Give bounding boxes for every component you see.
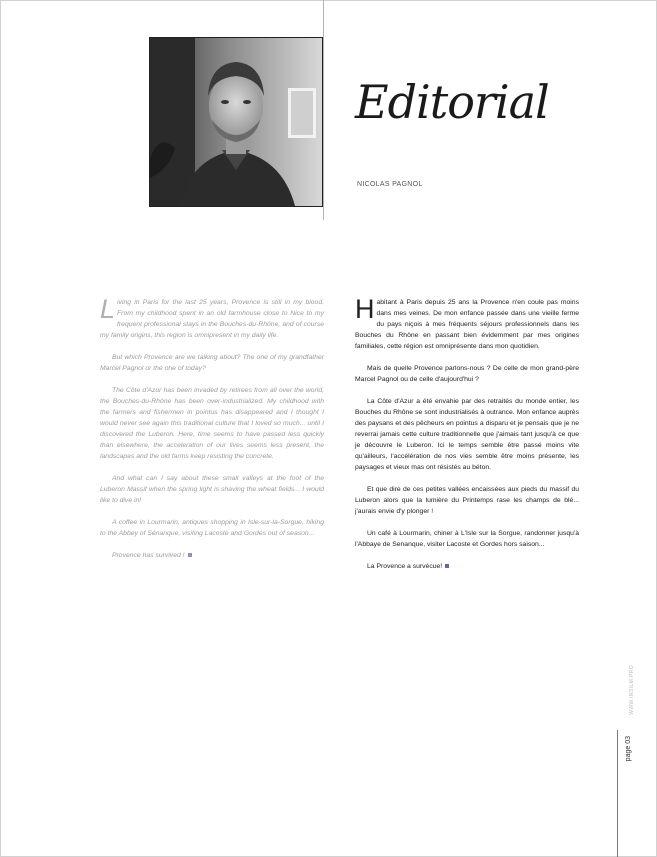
french-paragraph-3: La Côte d'Azur a été envahie par des retraités du monde entier, les Bouches du Rhône se sont industrialisés à outrance. Mon enfance auprès des paysans et des pêcheurs en pointus a disparu et je pensais que je ne reverrai jamais cette culture traditionnelle que j'aimais tant jusqu'à ce que je découvre le Luberon. Ici le temps semble être passé moins vite qu'ailleurs, l'accélération de nos vies semble être moins présente, les paysages et vieux mas ont résistés au béton. [355,398,579,471]
english-column [100,294,324,572]
side-rule [617,730,618,857]
english-paragraph-3: The Côte d'Azur has been invaded by retirees from all over the world, the Bouches-du-Rhône has been over-industrialized. My childhood with the farmers and fishermen in pointus has disappeared and I thought I would never see again this traditional culture that I loved so much... until I discovered the Luberon. Here, time seems to have passed less quickly than elsewhere, the acceleration of our lives seems less present, the landscapes and the old farms keep resisting the concrete. [100,387,324,460]
vertical-divider [323,0,324,220]
english-paragraph-1: Living in Paris for the last 25 years, Provence is still in my blood. From my childhood spent in an old farmhouse close to Nice to my frequent professional stays in the Bouches-du-Rhône, and of course my family origins, this region is omnipresent in my daily life. [100,294,324,339]
english-paragraph-5: A coffee in Lourmarin, antiques shopping in Isle-sur-la-Sorgue, hiking to the Abbey of Sénanque, visiting Lacoste and Gordes out of season... [100,519,324,537]
author-name: NICOLAS PAGNOL [357,181,423,188]
end-mark-icon [188,553,192,557]
page-number: page 03 [625,736,632,762]
french-paragraph-2: Mais de quelle Provence parlons-nous ? De celle de mon grand-père Marcel Pagnol ou de celle d'aujourd'hui ? [355,365,579,383]
french-paragraph-5: Un café à Lourmarin, chiner à L'Isle sur la Sorgue, randonner jusqu'à l'Abbaye de Senanque, visiter Lacoste et Gordes hors saison... [355,530,579,548]
french-column [355,294,579,583]
website-url: WWW.INSILM.PRO [629,665,635,715]
french-paragraph-1: Habitant à Paris depuis 25 ans la Provence n'en coule pas moins dans mes veines. De mon enfance passée dans une vieille ferme du pays niçois à mes fréquents séjours professionnels dans les Bouches du Rhône en passant bien évidemment par mes origines familiales, cette région est omniprésente dans mon quotidien. [355,294,579,350]
english-paragraph-6: Provence has survived ! [100,550,324,561]
english-paragraph-4: And what can I say about these small valleys at the foot of the Luberon Massif when the spring light is shaving the wheat fields... I would like to dive in! [100,475,324,504]
portrait-image [150,38,322,206]
page-title: Editorial [355,75,549,129]
english-paragraph-2: But which Provence are we talking about? The one of my grandfather Marcel Pagnol or the one of today? [100,354,324,372]
author-photo [149,37,323,207]
french-paragraph-4: Et que dire de ces petites vallées encaissées aux pieds du massif du Luberon alors que la lumière du Printemps rase les champs de blé... j'aurais envie d'y plonger ! [355,486,579,515]
english-dropcap: L [100,294,116,324]
french-dropcap: H [355,294,375,324]
french-paragraph-6: La Provence a survécue! [355,561,579,572]
end-mark-icon [445,564,449,568]
